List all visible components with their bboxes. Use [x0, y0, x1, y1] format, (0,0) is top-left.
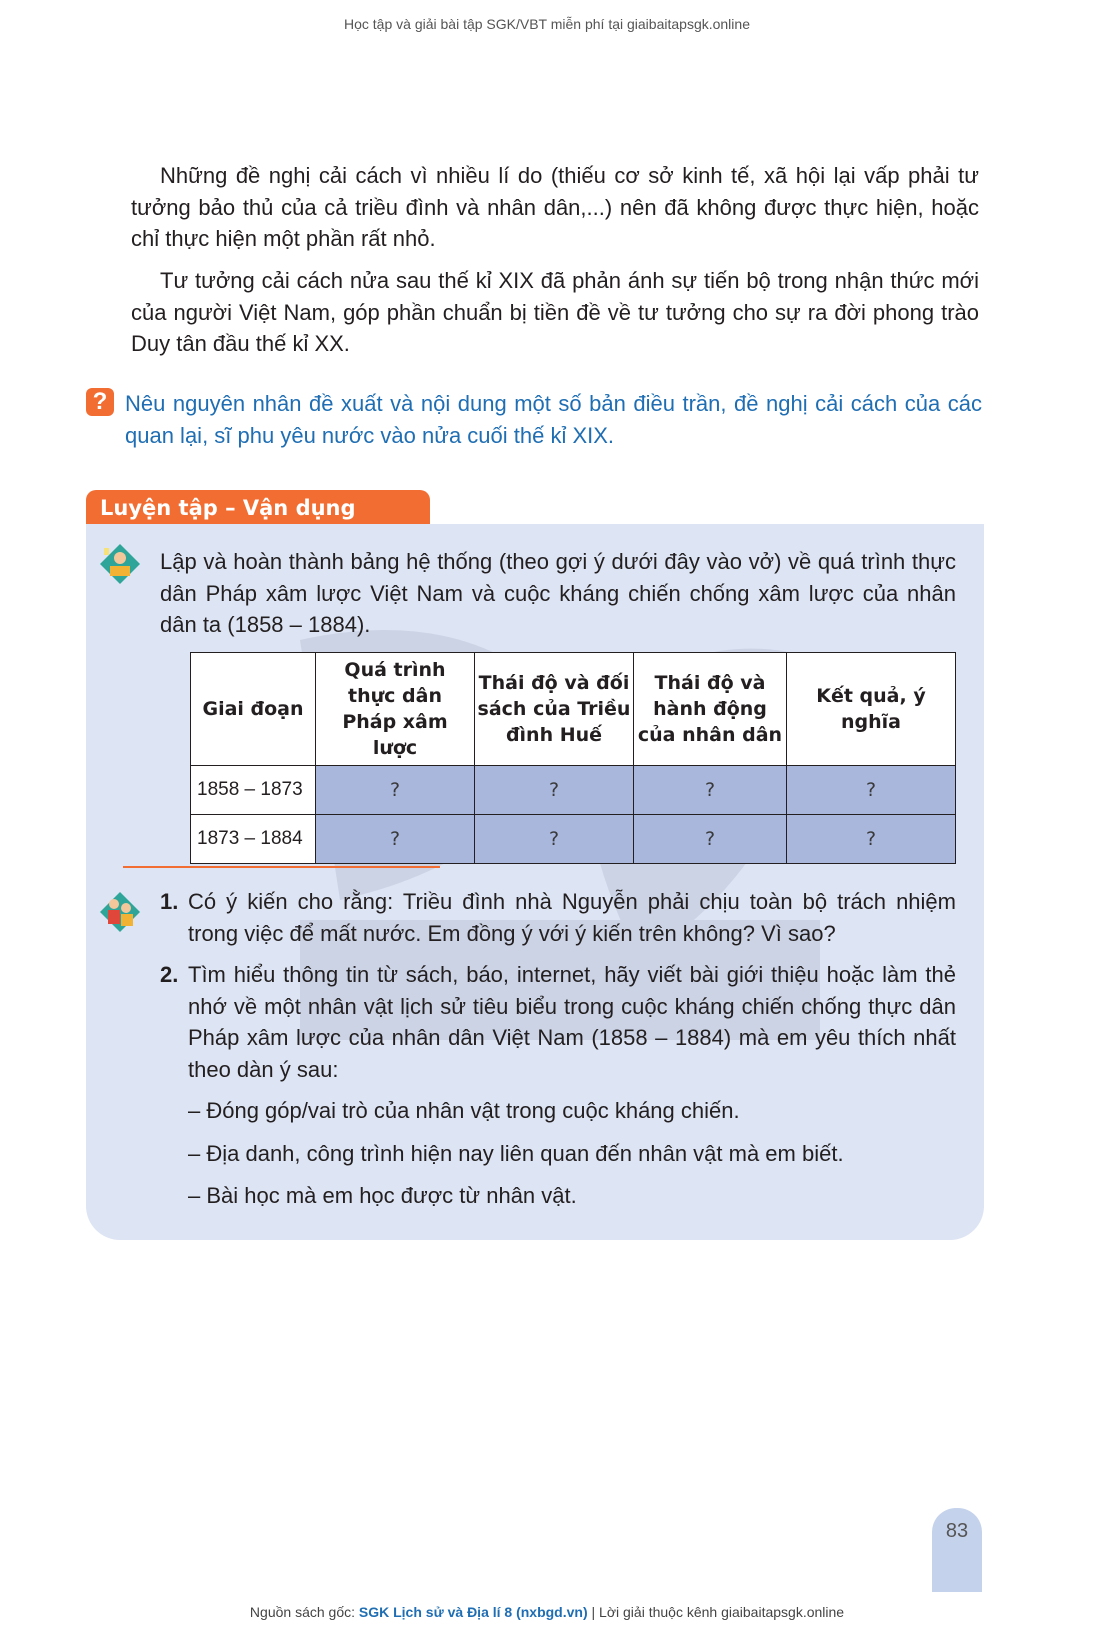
- answer-cell: ?: [316, 766, 475, 815]
- period-cell: 1873 – 1884: [191, 815, 316, 864]
- header-cell: Thái độ và đối sách của Triều đình Huế: [475, 653, 634, 766]
- header-cell: Kết quả, ý nghĩa: [787, 653, 956, 766]
- summary-table: [190, 652, 956, 864]
- exercise-text: Có ý kiến cho rằng: Triều đình nhà Nguyễn phải chịu toàn bộ trách nhiệm trong việc để mất nước. Em đồng ý với ý kiến trên không? Vì sao?: [188, 889, 956, 946]
- answer-cell: ?: [475, 815, 634, 864]
- task-intro: Lập và hoàn thành bảng hệ thống (theo gợi ý dưới đây vào vở) về quá trình thực dân Pháp xâm lược Việt Nam và cuộc kháng chiến chống xâm lược của nhân dân ta (1858 – 1884).: [160, 549, 956, 637]
- outline-list: [188, 1095, 956, 1212]
- answer-cell: ?: [475, 766, 634, 815]
- page-number: 83: [945, 1520, 969, 1542]
- exercise-item: [160, 959, 956, 1212]
- header-cell: Giai đoạn: [191, 653, 316, 766]
- paragraph-1: Những đề nghị cải cách vì nhiều lí do (thiếu cơ sở kinh tế, xã hội lại vấp phải tư tưởng bảo thủ của cả triều đình và nhân dân,...) nên đã không được thực hiện, hoặc chỉ thực hiện một phần rất nhỏ.: [131, 163, 979, 251]
- answer-cell: ?: [787, 815, 956, 864]
- table-row: [191, 766, 956, 815]
- source-prefix: Nguồn sách gốc:: [249, 1604, 359, 1620]
- students-discussion-icon: [98, 890, 142, 934]
- exercise-item: [160, 886, 956, 949]
- section-title-tab: Luyện tập – Vận dụng: [86, 490, 430, 526]
- top-website-note: Học tập và giải bài tập SGK/VBT miễn phí tại giaibaitapsgk.online: [344, 16, 750, 32]
- answer-cell: ?: [634, 766, 787, 815]
- answer-cell: ?: [634, 815, 787, 864]
- outline-item: – Địa danh, công trình hiện nay liên quan đến nhân vật mà em biết.: [188, 1140, 844, 1166]
- question-text: Nêu nguyên nhân đề xuất và nội dung một số bản điều trần, đề nghị cải cách của các quan lại, sĩ phu yêu nước vào nửa cuối thế kỉ XIX.: [125, 391, 982, 448]
- answer-cell: ?: [316, 815, 475, 864]
- exercise-number: 2.: [160, 962, 179, 987]
- table-header-row: [191, 653, 956, 766]
- outline-item: – Đóng góp/vai trò của nhân vật trong cuộc kháng chiến.: [188, 1098, 740, 1123]
- header-cell: Quá trình thực dân Pháp xâm lược: [316, 653, 475, 766]
- student-writing-icon: [98, 542, 142, 586]
- question-icon: ?: [86, 388, 114, 416]
- answer-cell: ?: [787, 766, 956, 815]
- exercise-text: Tìm hiểu thông tin từ sách, báo, internet, hãy viết bài giới thiệu hoặc làm thẻ nhớ về một nhân vật lịch sử tiêu biểu trong cuộc kháng chiến chống thực dân Pháp xâm lược của nhân dân Việt Nam (1858 – 1884) mà em yêu thích nhất theo dàn ý sau:: [188, 962, 956, 1082]
- header-cell: Thái độ và hành động của nhân dân: [634, 653, 787, 766]
- period-cell: 1858 – 1873: [191, 766, 316, 815]
- section-divider: [123, 866, 440, 868]
- exercise-list: [160, 886, 956, 1223]
- table-row: [191, 815, 956, 864]
- source-suffix: | Lời giải thuộc kênh giaibaitapsgk.online: [587, 1604, 845, 1620]
- paragraph-2: Tư tưởng cải cách nửa sau thế kỉ XIX đã phản ánh sự tiến bộ trong nhận thức mới của người Việt Nam, góp phần chuẩn bị tiền đề về tư tưởng cho sự ra đời phong trào Duy tân đầu thế kỉ XX.: [131, 268, 979, 356]
- source-book-link[interactable]: SGK Lịch sử và Địa lí 8 (nxbgd.vn): [358, 1604, 588, 1620]
- exercise-number: 1.: [160, 889, 179, 914]
- outline-item: – Bài học mà em học được từ nhân vật.: [188, 1183, 577, 1208]
- source-note: [0, 1604, 1094, 1620]
